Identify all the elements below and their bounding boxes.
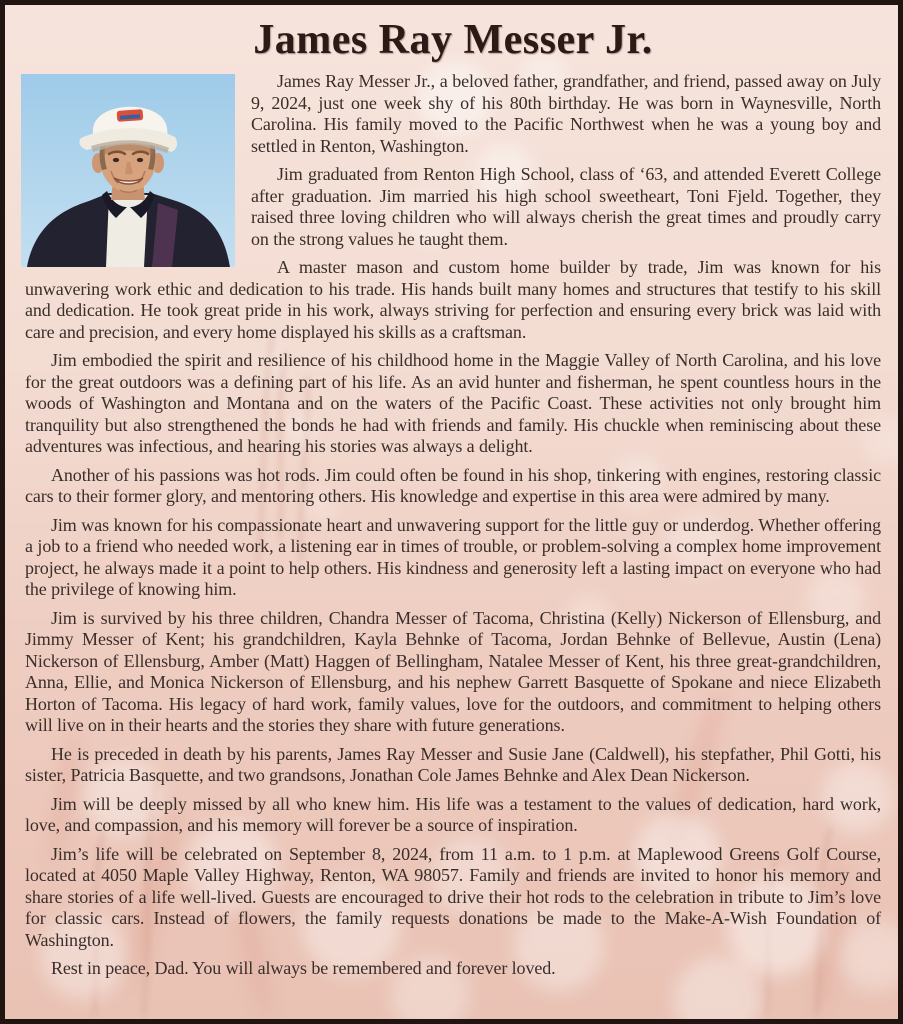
obituary-paragraph-6: Jim was known for his compassionate heart and unwavering support for the little guy or underdog. Whether offering a job to a friend who needed work, a listening ear in times of trouble, or problem-solving a complex home improvement project, he always made it a point to help others. His kindness and generosity left a lasting impact on everyone who had the privilege of knowing him. — [25, 514, 881, 599]
obituary-body — [25, 71, 881, 980]
obituary-paragraph-7: Jim is survived by his three children, Chandra Messer of Tacoma, Christina (Kelly) Nickerson of Ellensburg, and Jimmy Messer of Kent; his grandchildren, Kayla Behnke of Tacoma, Jordan Behnke of Bellevue, Austin (Lena) Nickerson of Ellensburg, Amber (Matt) Haggen of Bellingham, Natalee Messer of Kent, his three great-grandchildren, Anna, Ellie, and Monica Nickerson of Ellensburg, and his nephew Garrett Basquette of Spokane and niece Elizabeth Horton of Tacoma. His legacy of hard work, family values, love for the outdoors, and commitment to helping others will live on in their hearts and the stories they share with future generations. — [25, 607, 881, 735]
obituary-paragraph-8: He is preceded in death by his parents, James Ray Messer and Susie Jane (Caldwell), his stepfather, Phil Gotti, his sister, Patricia Basquette, and two grandsons, Jonathan Cole James Behnke and Alex Dean Nickerson. — [25, 743, 881, 785]
obituary-paragraph-4: Jim embodied the spirit and resilience of his childhood home in the Maggie Valley of North Carolina, and his love for the great outdoors was a defining part of his life. As an avid hunter and fisherman, he spent countless hours in the woods of Washington and Montana and on the waters of the Pacific Coast. These activities not only brought him tranquility but also strengthened the bonds he had with friends and family. His chuckle when reminiscing about these adventures was infectious, and hearing his stories was always a delight. — [25, 350, 881, 456]
page-title: James Ray Messer Jr. — [253, 17, 653, 63]
obituary-paragraph-2: Jim graduated from Renton High School, class of ‘63, and attended Everett College after graduation. Jim married his high school sweetheart, Toni Fjeld. Together, they raised three loving children who will always cherish the great times and proudly carry on the strong values he taught them. — [251, 164, 881, 249]
obituary-paragraph-10: Jim’s life will be celebrated on September 8, 2024, from 11 a.m. to 1 p.m. at Maplewood Greens Golf Course, located at 4050 Maple Valley Highway, Renton, WA 98057. Family and friends are invited to honor his memory and share stories of a life well-lived. Guests are encouraged to drive their hot rods to the celebration in tribute to Jim’s love for classic cars. Instead of flowers, the family requests donations be made to the Make-A-Wish Foundation of Washington. — [25, 843, 881, 950]
obituary-paragraph-11: Rest in peace, Dad. You will always be remembered and forever loved. — [51, 958, 556, 978]
obituary-paragraph-1: James Ray Messer Jr., a beloved father, grandfather, and friend, passed away on July 9, 2024, just one week shy of his 80th birthday. He was born in Waynesville, North Carolina. His family moved to the Pacific Northwest when he was a young boy and settled in Renton, Washington. — [251, 71, 881, 156]
portrait-photo — [21, 74, 235, 267]
obituary-paragraph-5: Another of his passions was hot rods. Jim could often be found in his shop, tinkering with engines, restoring classic cars to their former glory, and mentoring others. His knowledge and expertise in this area were admired by many. — [25, 464, 881, 506]
obituary-content — [5, 18, 898, 980]
obituary-paragraph-3: A master mason and custom home builder by trade, Jim was known for his unwavering work ethic and dedication to his trade. His hands built many homes and structures that testify to his skill and dedication. He took great pride in his work, always striving for perfection and ensuring every brick was laid with care and precision, and every home displayed his skills as a craftsman. — [25, 257, 881, 342]
portrait-photo-illustration — [21, 74, 235, 267]
obituary-paragraph-9: Jim will be deeply missed by all who knew him. His life was a testament to the values of dedication, hard work, love, and compassion, and his memory will forever be a source of inspiration. — [25, 793, 881, 835]
